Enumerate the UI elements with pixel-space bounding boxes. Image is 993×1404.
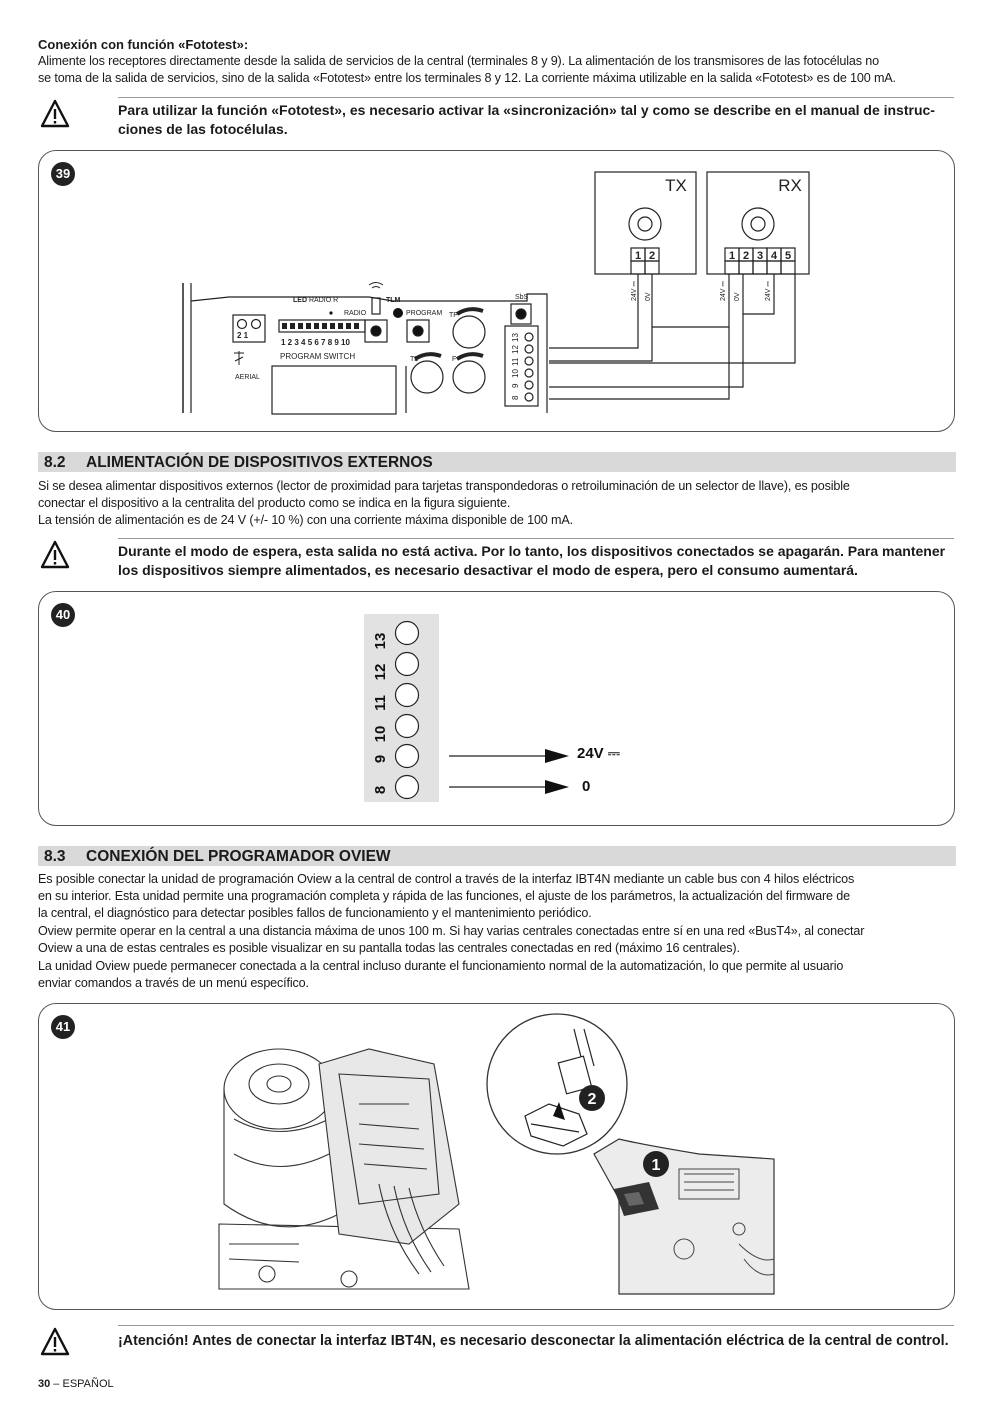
- figure-number: 41: [51, 1015, 75, 1039]
- arrow-0: [545, 780, 569, 794]
- terminal-8: 8: [372, 785, 389, 795]
- figure-number: 39: [51, 162, 75, 186]
- terminal-9: 9: [372, 754, 389, 764]
- sec83-line-4: Oview permite operar en la central a una distancia máxima de unos 100 m. Si hay varias centrales conectadas entre sí en una red «BusT4», al conectar: [38, 924, 865, 938]
- board-terminal-11: 11: [511, 357, 520, 366]
- program-switch-label: PROGRAM SWITCH: [280, 352, 356, 361]
- final-warning-text: ¡Atención! Antes de conectar la interfaz IBT4N, es necesario desconectar la alimentación eléctrica de la central de control.: [118, 1333, 949, 1349]
- rx-terminal-4: 4: [770, 250, 778, 262]
- figure-41: [38, 1003, 955, 1310]
- tx-terminal-1: 1: [634, 250, 642, 262]
- tx-label: TX: [665, 176, 687, 195]
- rx-wire-0v: 0V: [734, 292, 741, 301]
- board-terminal-8: 8: [511, 395, 520, 400]
- step-2-badge: 2: [587, 1091, 597, 1108]
- warning-line-2: ciones de las fotocélulas.: [118, 121, 288, 137]
- photocell-wiring-diagram: [39, 151, 954, 431]
- warning-triangle-icon: [40, 540, 70, 570]
- figure-39: [38, 150, 955, 432]
- intro-heading: Conexión con función «Fototest»:: [38, 37, 249, 52]
- ibt4n-warning: [38, 1325, 954, 1361]
- board-detail: [594, 1139, 774, 1294]
- rx-label: RX: [778, 176, 802, 195]
- warning-line-2: los dispositivos siempre alimentados, es necesario desactivar el modo de espera, pero el consumo aumentará.: [118, 562, 858, 578]
- warning-line-1: Durante el modo de espera, esta salida no está activa. Por lo tanto, los dispositivos conectados se apagarán. Para mantener: [118, 543, 946, 559]
- gearmotor-drawing: [219, 1049, 469, 1289]
- tlm-label: TLM: [386, 297, 401, 304]
- sec83-line-1: Es posible conectar la unidad de programación Oview a la central de control a través de la interfaz IBT4N mediante un cable bus con 4 hilos eléctricos: [38, 872, 855, 886]
- tl-label: TL: [410, 356, 419, 363]
- figure-40: [38, 591, 955, 826]
- intro-text-line-2: se toma de la salida de servicios, sino de la salida «Fototest» entre los terminales 8 y 12. La corriente máxima utilizable en la salida «Fototest» es de 100 mA.: [38, 71, 896, 85]
- dip-switch-bank: [282, 323, 359, 329]
- warning-triangle-icon: [40, 99, 70, 129]
- sec83-line-3: la central, el diagnóstico para detectar posibles fallos de funcionamiento y el mantenimiento periódico.: [38, 906, 592, 920]
- tx-wire-0v: 0V: [645, 292, 652, 301]
- arrow-24v: [545, 749, 569, 763]
- section-8-3-header: [38, 846, 956, 866]
- rx-wire-24v-a: 24V ⎓: [720, 281, 727, 301]
- tx-wire-24v: 24V ⎓: [631, 281, 638, 301]
- led-label: LED: [293, 297, 307, 304]
- tp-label: TP: [449, 312, 458, 319]
- sec83-line-2: en su interior. Esta unidad permite una programación completa y rápida de las funciones, el ajuste de los parámetros, la actualización del firmware de: [38, 889, 850, 903]
- rx-wire-24v-b: 24V ⎓: [765, 281, 772, 301]
- rx-terminal-5: 5: [784, 250, 792, 262]
- output-0-label: 0: [582, 778, 591, 795]
- sec83-line-7: enviar comandos a través de un menú específico.: [38, 976, 309, 990]
- radio-label: RADIO: [344, 310, 367, 317]
- f-label: F: [452, 356, 457, 363]
- aerial-terminals: 2 1: [237, 331, 249, 340]
- page-footer: [38, 1378, 114, 1390]
- photocell-warning: [38, 97, 954, 141]
- dip-numbers: 1 2 3 4 5 6 7 8 9 10: [281, 338, 350, 347]
- terminal-11: 11: [372, 695, 389, 711]
- rx-terminal-2: 2: [742, 250, 750, 262]
- section-title: CONEXIÓN DEL PROGRAMADOR OVIEW: [86, 848, 391, 865]
- terminal-10: 10: [372, 725, 389, 743]
- terminal-12: 12: [372, 663, 389, 681]
- program-label: PROGRAM: [406, 310, 443, 317]
- section-number: 8.3: [44, 848, 66, 865]
- aerial-label: AERIAL: [235, 374, 260, 381]
- sec83-line-5: Oview a una de estas centrales es posible visualizar en su pantalla todas las centrales conectadas en red (máximo 16 centrales).: [38, 941, 740, 955]
- board-terminal-12: 12: [511, 345, 520, 354]
- sec82-line-3: La tensión de alimentación es de 24 V (+/- 10 %) con una corriente máxima disponible de 100 mA.: [38, 513, 573, 527]
- section-number: 8.2: [44, 454, 66, 471]
- board-terminal-10: 10: [511, 369, 520, 378]
- oview-connection-illustration: [39, 1004, 954, 1309]
- intro-text-line-1: Alimente los receptores directamente desde la salida de servicios de la central (terminales 8 y 9). La alimentación de los transmisores de las fotocélulas no: [38, 54, 879, 68]
- external-power-terminal-diagram: [39, 592, 954, 825]
- board-terminal-9: 9: [511, 383, 520, 388]
- warning-triangle-icon: [40, 1327, 70, 1357]
- section-title: ALIMENTACIÓN DE DISPOSITIVOS EXTERNOS: [86, 454, 433, 471]
- warning-line-1: Para utilizar la función «Fototest», es necesario activar la «sincronización» tal y como se describe en el manual de instruc-: [118, 102, 935, 118]
- figure-number: 40: [51, 603, 75, 627]
- radio-r-label: RADIO R: [309, 297, 339, 304]
- step-1-badge: 1: [651, 1157, 661, 1174]
- rx-terminal-1: 1: [728, 250, 736, 262]
- output-24v-label: 24V ⎓: [577, 745, 620, 762]
- sec82-line-1: Si se desea alimentar dispositivos externos (lector de proximidad para tarjetas transpondedoras o retroiluminación de un selector de llave), es posible: [38, 479, 850, 493]
- tx-terminal-2: 2: [648, 250, 656, 262]
- sec83-line-6: La unidad Oview puede permanecer conectada a la central incluso durante el funcionamiento normal de la automatización, lo que permite al usuario: [38, 959, 844, 973]
- sbs-label: SbS: [515, 294, 529, 301]
- footer-language: – ESPAÑOL: [50, 1378, 114, 1390]
- standby-warning: [38, 538, 954, 582]
- page-number: 30: [38, 1378, 51, 1390]
- section-8-2-header: [38, 452, 956, 472]
- terminal-13: 13: [372, 632, 389, 650]
- board-terminal-13: 13: [511, 333, 520, 342]
- rx-terminal-3: 3: [756, 250, 764, 262]
- sec82-line-2: conectar el dispositivo a la centralita del producto como se indica en la figura siguiente.: [38, 496, 511, 510]
